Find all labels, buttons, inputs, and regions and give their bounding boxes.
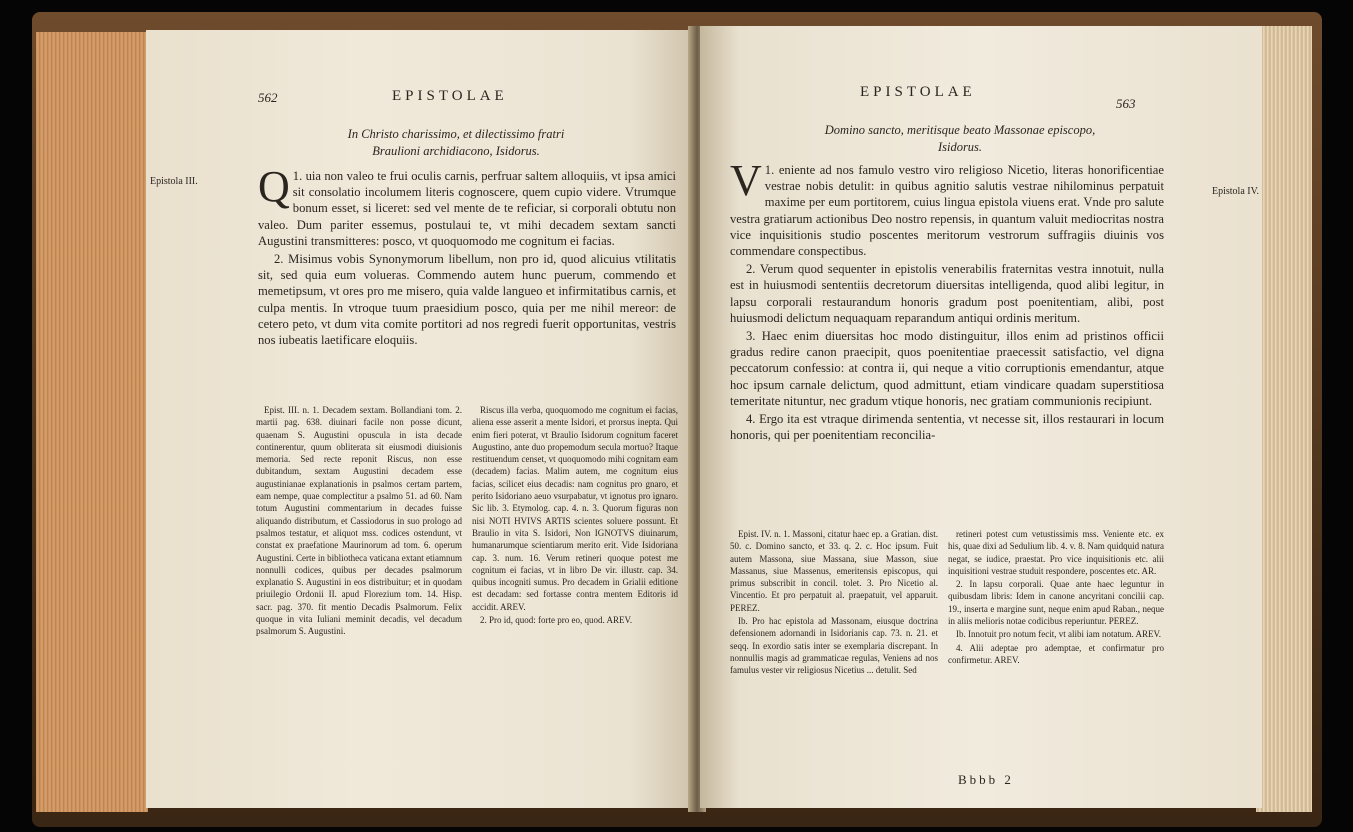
letter-body — [258, 162, 676, 350]
letter-address — [760, 122, 1160, 156]
footnote: Riscus illa verba, quoquomodo me cognitum ei facias, aliena esse asserit a mente Isidori, et prorsus inepta. Qui enim fieri poterat, vt Braulio Isidorum cognitum faceret Augustino, ante duo propemodum secula mortuo? Itaque restituendum censet, vt quoquomodo mihi cognitam eam (decadem) facias. Malim autem, me cognitum eius facias, scilicet eius decadis: nam cognitus pro gnaro, et perito Isidoriano aeuo vsurpabatur, vt ignotus pro ignaro. Sic lib. 3. Etymolog. cap. 4. n. 3. Quorum figuras non nisi NOTI HVIVS ARTIS scientes soluere possunt. Et Braulio in vita S. Isidori, Non IGNOTVS diuinarum, humanarumque scientiarum merito erit. Vide Isidoriana cap. 3. num. 16. Verum retineri quoque potest me cognitum ei facias, vt in libro De vir. illustr. cap. 34. quibus incogniti sumus. Pro decadem in Grialii editione est decadam: sed fortasse contra mentem Editoris id accidit. AREV. — [472, 405, 678, 612]
footnote: Epist. IV. n. 1. Massoni, citatur haec ep. a Gratian. dist. 50. c. Domino sancto, et 33. q. 2. c. Hoc ipsum. Fuit autem Massona, siue Massana, siue Masson, siue Massanus, siue Massenus, emeritensis episcopus, qui primus subscribit in concil. tolet. 3. Pro Nicetio al. Vincentio. Et pro perpatuit al. praepatuit, vel apparuit. PEREZ. — [730, 529, 938, 613]
footnotes-column-2 — [948, 528, 1164, 667]
running-head: EPISTOLAE — [392, 88, 508, 104]
address-line: In Christo charissimo, et dilectissimo fratri — [347, 127, 565, 141]
running-head: EPISTOLAE — [860, 84, 976, 100]
page-edges-right — [1256, 26, 1312, 812]
paragraph: V 1. eniente ad nos famulo vestro viro religioso Nicetio, literas honorificentiae vestrae nobis detulit: in quibus agnitio salutis vestrae nihilominus perpatuit maxime per eum portitorem, cuius lingua epistola viuens erat. Vnde pro salute vestra gratiarum actionibus Deo nostro repensis, in quantum valuit mediocritas nostra vice inquisitionis studio poscentes meritorum vestrorum suffragiis diuinis vos commendare conspectibus. — [730, 156, 1164, 259]
footnote: 2. Pro id, quod: forte pro eo, quod. AREV. — [480, 615, 633, 626]
drop-cap: V — [730, 156, 762, 205]
paragraph: 3. Haec enim diuersitas hoc modo distinguitur, illos enim ad pristinos officii gradus redire canon praecipit, quos poenitentiae praecessit satisfactio, vel digna peccatorum confessio: at contra ii, qui neque a vitio corruptionis emendantur, atque hoc ipsum carnale delictum, quod admittunt, etiam vindicare quadam superstitiosa temeritate nituntur, nec gradum vtique honoris, nec gratiam communionis recipiunt. — [730, 329, 1164, 408]
footnotes-column-1 — [730, 528, 938, 678]
paragraph: 2. Verum quod sequenter in epistolis venerabilis fraternitas vestra innotuit, nulla est in huiusmodi sententiis decretorum diuersitas intelligenda, quod alibi legitur, in lapsu corporali restaurandum honoris gradum post poenitentiam, alibi, post huiusmodi delictum nequaquam reparandum antiqui ordinis meritum. — [730, 262, 1164, 325]
letter-body — [730, 156, 1164, 445]
margin-label: Epistola IV. — [1212, 186, 1260, 197]
page-edges-left — [36, 32, 148, 812]
left-page — [146, 30, 694, 808]
paragraph: 2. Misimus vobis Synonymorum libellum, non pro id, quod alicuius vtilitatis sit, sed quia eum volueras. Commendo autem hunc puerum, commendo et memetipsum, vt ores pro me misero, quia valde langueo et infirmitatibus carnis, et culpa mentis. In vtroque tuum praesidium posco, quia per me nihil mereor: de cetero peto, vt dum vita comite portitori ad nos regredi fuerit opportunitas, vestris nos iubeatis laetificare eloquiis. — [258, 252, 676, 348]
address-line: Braulioni archidiacono, Isidorus. — [372, 144, 540, 158]
drop-cap: Q — [258, 162, 290, 211]
paragraph: 4. Ergo ita est vtraque dirimenda sententia, vt necesse sit, illos restaurari in locum honoris, qui per poenitentiam reconcilia- — [730, 412, 1164, 443]
paragraph: Q 1. uia non valeo te frui oculis carnis, perfruar saltem alloquiis, vt ipsa amici sit consolatio incolumem literis cognoscere, quem cupio videre. Vtrumque bonum esset, si liceret: sed vel mente de te reficiar, si corporali obtutu non valeo. Dum pariter essemus, postulaui te, vt mihi decadem sextam sancti Augustini transmitteres: posco, vt quoquomodo me cognitum ei facias. — [258, 162, 676, 248]
address-line: Domino sancto, meritisque beato Massonae episcopo, — [824, 123, 1096, 137]
footnote: 2. In lapsu corporali. Quae ante haec leguntur in quibusdam libris: Idem in canone ancyritani concilii cap. 19., inserta e margine sunt, neque enim apud Raban., neque in aliis melioris notae codicibus reperiuntur. PEREZ. — [948, 579, 1164, 627]
address-line: Isidorus. — [937, 140, 983, 154]
page-number: 563 — [1116, 96, 1136, 111]
letter-address — [256, 126, 656, 160]
footnote: 4. Alii adeptae pro ademptae, et confirmatur pro confirmetur. AREV. — [948, 642, 1164, 665]
right-page — [700, 26, 1262, 808]
footnote: Ib. Pro hac epistola ad Massonam, eiusque doctrina defensionem adornandi in Isidorianis cap. 73. n. 21. et seqq. In exordio satis inter se exemplaria discrepant. In nonnullis magis ad grammaticae regulas, Veniens ad nos famulus vester vir religiosus Nicetius ... detulit. Sed — [730, 616, 938, 676]
footnote: retineri potest cum vetustissimis mss. Veniente etc. ex his, quae dixi ad Sedulium lib. 4. v. 8. Nam quidquid natura negat, se iudice, praestat. Pro vice inquisitionis etc. alii inquisitioni vestrae studuit respondere, poscentes etc. AR. — [948, 529, 1164, 576]
signature-mark: Bbbb 2 — [958, 772, 1014, 787]
footnotes-column-1 — [256, 404, 462, 639]
footnote: Ib. Innotuit pro notum fecit, vt alibi iam notatum. AREV. — [956, 629, 1162, 640]
footnotes-column-2 — [472, 404, 678, 627]
footnote: Epist. III. n. 1. Decadem sextam. Bollandiani tom. 2. martii pag. 638. diuinari facile non posse dicunt, quaenam S. Augustini opuscula in ista decade continerentur, quum obliterata sit eiusmodi diuisionis memoria. Sed recte reponit Riscus, non esse dubitandum, sextam Augustini decadem esse augustinianae explanationis in psalmos certam partem, eam nempe, quae complectitur a psalmo 51. ad 60. Nam totum Augustini commentarium in decades fuisse aliquando distributum, et Cassiodorus in suo prologo ad psalmos testatur, et aliquot mss. codices ostendunt, vt constat ex praefatione Maurinorum ad tom. 6. operum Augustini. Certe in bibliotheca vaticana extant etiamnum nonnulli codices, quibus per decades psalmorum explanatio S. Augustini in eos distribuitur; et in quodam priuilegio Ordonii II. apud Florezium tom. 14. Hisp. sacr. pag. 370. fit mentio Decadis Psalmorum. Felix quoque in vita Iuliani meminit decadis, vel decadum psalmorum S. Augustini. — [256, 405, 462, 637]
margin-label: Epistola III. — [150, 176, 198, 187]
page-number: 562 — [258, 90, 278, 105]
